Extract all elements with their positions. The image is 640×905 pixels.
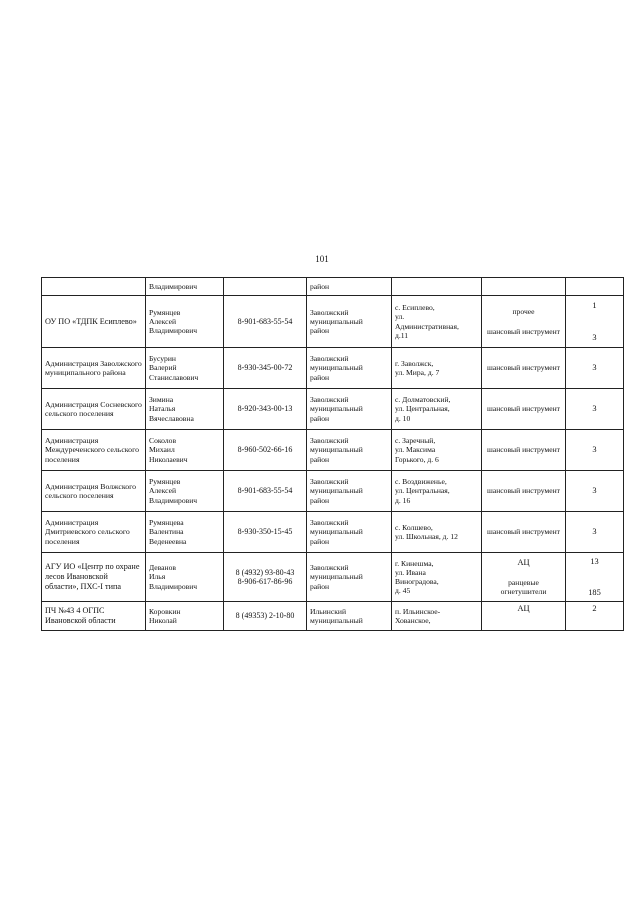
phone-cell: [224, 430, 307, 471]
table-row: [42, 512, 624, 553]
quantity-line: 3: [592, 527, 597, 537]
person-line: Румянцев: [149, 477, 181, 487]
person-cell: [146, 430, 224, 471]
person-cell: [146, 348, 224, 389]
table-row: [42, 553, 624, 602]
org-cell: Администрация Заволжского муниципального района: [42, 348, 146, 389]
quantity-line: 3: [592, 363, 597, 373]
district-cell: [307, 389, 392, 430]
quantity-cell: [566, 389, 624, 430]
resource-line: шансовый инструмент: [487, 404, 560, 414]
address-cell: [392, 602, 482, 631]
district-line: муниципальный: [310, 572, 363, 582]
resource-line: шансовый инструмент: [487, 327, 560, 336]
quantity-line: 1: [592, 301, 597, 311]
resource-line: прочее: [512, 306, 535, 316]
address-cell: [392, 512, 482, 553]
person-line: Алексей: [149, 486, 177, 496]
district-line: район: [310, 495, 330, 505]
org-cell: [42, 278, 146, 296]
address-line: с. Колшево,: [395, 522, 433, 532]
page-number: 101: [315, 254, 329, 264]
phone-cell: [224, 389, 307, 430]
table-row: [42, 296, 624, 348]
quantity-cell: [566, 430, 624, 471]
district-line: муниципальный: [310, 404, 363, 414]
quantity-cell: [566, 296, 624, 348]
quantity-line: 13: [590, 556, 599, 566]
person-line: Румянцева: [149, 518, 184, 528]
quantity-line: 3: [592, 404, 597, 414]
district-line: муниципальный: [310, 486, 363, 496]
phone-cell: [224, 512, 307, 553]
person-cell: [146, 296, 224, 348]
person-cell: [146, 278, 224, 296]
table-row: [42, 389, 624, 430]
district-line: муниципальный: [310, 316, 363, 326]
phone-cell: [224, 471, 307, 512]
address-line: ул. Школьная, д. 12: [395, 532, 458, 541]
address-line: с. Долматовский,: [395, 395, 451, 405]
person-cell: [146, 602, 224, 631]
district-cell: [307, 553, 392, 602]
quantity-cell: [566, 471, 624, 512]
quantity-line: 3: [592, 486, 597, 496]
district-line: Заволжский: [310, 477, 349, 487]
resource-cell: [482, 430, 566, 471]
resource-line: шансовый инструмент: [487, 445, 560, 455]
district-line: Заволжский: [310, 307, 349, 317]
address-line: ул. Центральная,: [395, 404, 450, 414]
person-line: Валентина: [149, 527, 184, 537]
org-cell: Администрация Волжского сельского поселения: [42, 471, 146, 512]
district-line: район: [310, 454, 330, 464]
resource-cell: [482, 348, 566, 389]
address-line: ул. Мира, д. 7: [395, 368, 440, 377]
address-line: д. 16: [395, 495, 411, 505]
phone-line: 8 (4932) 93-80-43: [235, 567, 295, 577]
district-cell: [307, 430, 392, 471]
address-line: г. Кинешма,: [395, 558, 434, 568]
person-line: Зимина: [149, 395, 174, 405]
district-cell: [307, 471, 392, 512]
phone-line: 8-930-350-15-45: [237, 527, 293, 537]
address-line: д. 10: [395, 413, 411, 423]
quantity-cell: [566, 512, 624, 553]
person-line: Алексей: [149, 316, 177, 326]
resource-cell: [482, 602, 566, 631]
phone-cell: [224, 553, 307, 602]
person-line: Румянцев: [149, 307, 181, 317]
address-cell: [392, 553, 482, 602]
address-line: ул. Ивана: [395, 567, 426, 577]
address-line: Хованское,: [395, 616, 431, 625]
address-line: с. Есиплево,: [395, 303, 435, 313]
district-line: район: [310, 281, 330, 291]
resource-line: АЦ: [517, 557, 530, 567]
person-cell: [146, 389, 224, 430]
person-line: Владимирович: [149, 326, 198, 336]
person-line: Владимирович: [149, 281, 198, 291]
org-cell: ОУ ПО «ТДПК Есиплево»: [42, 296, 146, 348]
resource-line: шансовый инструмент: [487, 527, 560, 537]
address-line: Горького, д. 6: [395, 454, 439, 464]
district-line: муниципальный: [310, 445, 363, 455]
table-row: [42, 602, 624, 631]
address-cell: [392, 296, 482, 348]
address-cell: [392, 348, 482, 389]
person-line: Станиславович: [149, 372, 199, 382]
phone-line: 8-920-343-00-13: [237, 404, 293, 414]
phone-line: 8-901-683-55-54: [237, 486, 293, 496]
table-body: [42, 278, 624, 631]
resource-cell: [482, 389, 566, 430]
person-cell: [146, 471, 224, 512]
table-row: [42, 348, 624, 389]
address-line: с. Воздвиженье,: [395, 477, 447, 487]
district-line: район: [310, 536, 330, 546]
quantity-cell: [566, 553, 624, 602]
address-line: д. 45: [395, 586, 411, 596]
resource-line: шансовый инструмент: [487, 486, 560, 496]
phone-line: 8-906-617-86-96: [237, 577, 293, 586]
resources-table: [41, 277, 624, 631]
district-line: район: [310, 413, 330, 423]
district-cell: [307, 348, 392, 389]
district-line: Заволжский: [310, 436, 349, 446]
district-line: Ильинский: [310, 606, 347, 616]
quantity-line: 2: [592, 604, 597, 613]
resource-line: АЦ: [517, 604, 530, 613]
quantity-cell: [566, 278, 624, 296]
org-cell: Администрация Междуреченского сельского поселения: [42, 430, 146, 471]
address-cell: [392, 471, 482, 512]
district-line: район: [310, 372, 330, 382]
phone-cell: [224, 602, 307, 631]
address-line: Виноградова,: [395, 577, 439, 586]
address-line: п. Ильинское-: [395, 606, 441, 616]
district-line: Заволжский: [310, 395, 349, 405]
person-line: Наталья: [149, 404, 176, 414]
quantity-line: 185: [588, 588, 601, 597]
person-line: Веденеевна: [149, 536, 187, 546]
district-cell: [307, 278, 392, 296]
resource-cell: [482, 471, 566, 512]
phone-cell: [224, 296, 307, 348]
phone-line: 8-901-683-55-54: [237, 316, 293, 326]
resource-cell: [482, 296, 566, 348]
phone-line: 8 (49353) 2-10-80: [235, 611, 295, 621]
address-line: г. Заволжск,: [395, 358, 434, 368]
person-line: Николай: [149, 616, 177, 625]
resource-line: шансовый инструмент: [487, 363, 560, 373]
district-cell: [307, 296, 392, 348]
org-cell: ПЧ №43 4 ОГПС Ивановской области: [42, 602, 146, 631]
table-row: [42, 278, 624, 296]
address-line: ул. Центральная,: [395, 486, 450, 496]
district-line: район: [310, 326, 330, 336]
address-line: ул.: [395, 312, 405, 322]
person-cell: [146, 512, 224, 553]
person-cell: [146, 553, 224, 602]
district-cell: [307, 602, 392, 631]
address-line: с. Заречный,: [395, 436, 436, 446]
person-line: Соколов: [149, 436, 177, 446]
district-line: Заволжский: [310, 354, 349, 364]
person-line: Илья: [149, 572, 166, 582]
org-cell: Администрация Дмитриевского сельского поселения: [42, 512, 146, 553]
person-line: Михаил: [149, 445, 175, 455]
quantity-line: 3: [592, 332, 597, 342]
district-line: муниципальный: [310, 616, 363, 625]
phone-line: 8-930-345-00-72: [237, 363, 293, 373]
address-cell: [392, 278, 482, 296]
phone-line: 8-960-502-66-16: [237, 445, 293, 455]
person-line: Валерий: [149, 363, 177, 373]
person-line: Владимирович: [149, 581, 198, 591]
quantity-cell: [566, 602, 624, 631]
resource-cell: [482, 512, 566, 553]
person-line: Коровкин: [149, 606, 181, 616]
table-row: [42, 430, 624, 471]
person-line: Вячеславовна: [149, 413, 194, 423]
address-cell: [392, 389, 482, 430]
quantity-cell: [566, 348, 624, 389]
address-line: д.11: [395, 330, 409, 340]
org-cell: АГУ ИО «Центр по охране лесов Ивановской области», ПХС-I типа: [42, 553, 146, 602]
table-row: [42, 471, 624, 512]
person-line: Деванов: [149, 563, 176, 573]
district-cell: [307, 512, 392, 553]
resource-cell: [482, 553, 566, 602]
district-line: муниципальный: [310, 527, 363, 537]
address-cell: [392, 430, 482, 471]
address-line: ул. Максима: [395, 445, 436, 455]
district-line: район: [310, 581, 330, 591]
phone-cell: [224, 348, 307, 389]
resource-cell: [482, 278, 566, 296]
quantity-line: 3: [592, 445, 597, 455]
district-line: Заволжский: [310, 563, 349, 573]
district-line: Заволжский: [310, 518, 349, 528]
person-line: Бусурин: [149, 354, 176, 364]
district-line: муниципальный: [310, 363, 363, 373]
org-cell: Администрация Сосневского сельского поселения: [42, 389, 146, 430]
phone-cell: [224, 278, 307, 296]
resource-line: ранцевые огнетушители: [500, 577, 547, 597]
address-line: Административная,: [395, 321, 459, 331]
person-line: Николаевич: [149, 454, 188, 464]
person-line: Владимирович: [149, 495, 198, 505]
